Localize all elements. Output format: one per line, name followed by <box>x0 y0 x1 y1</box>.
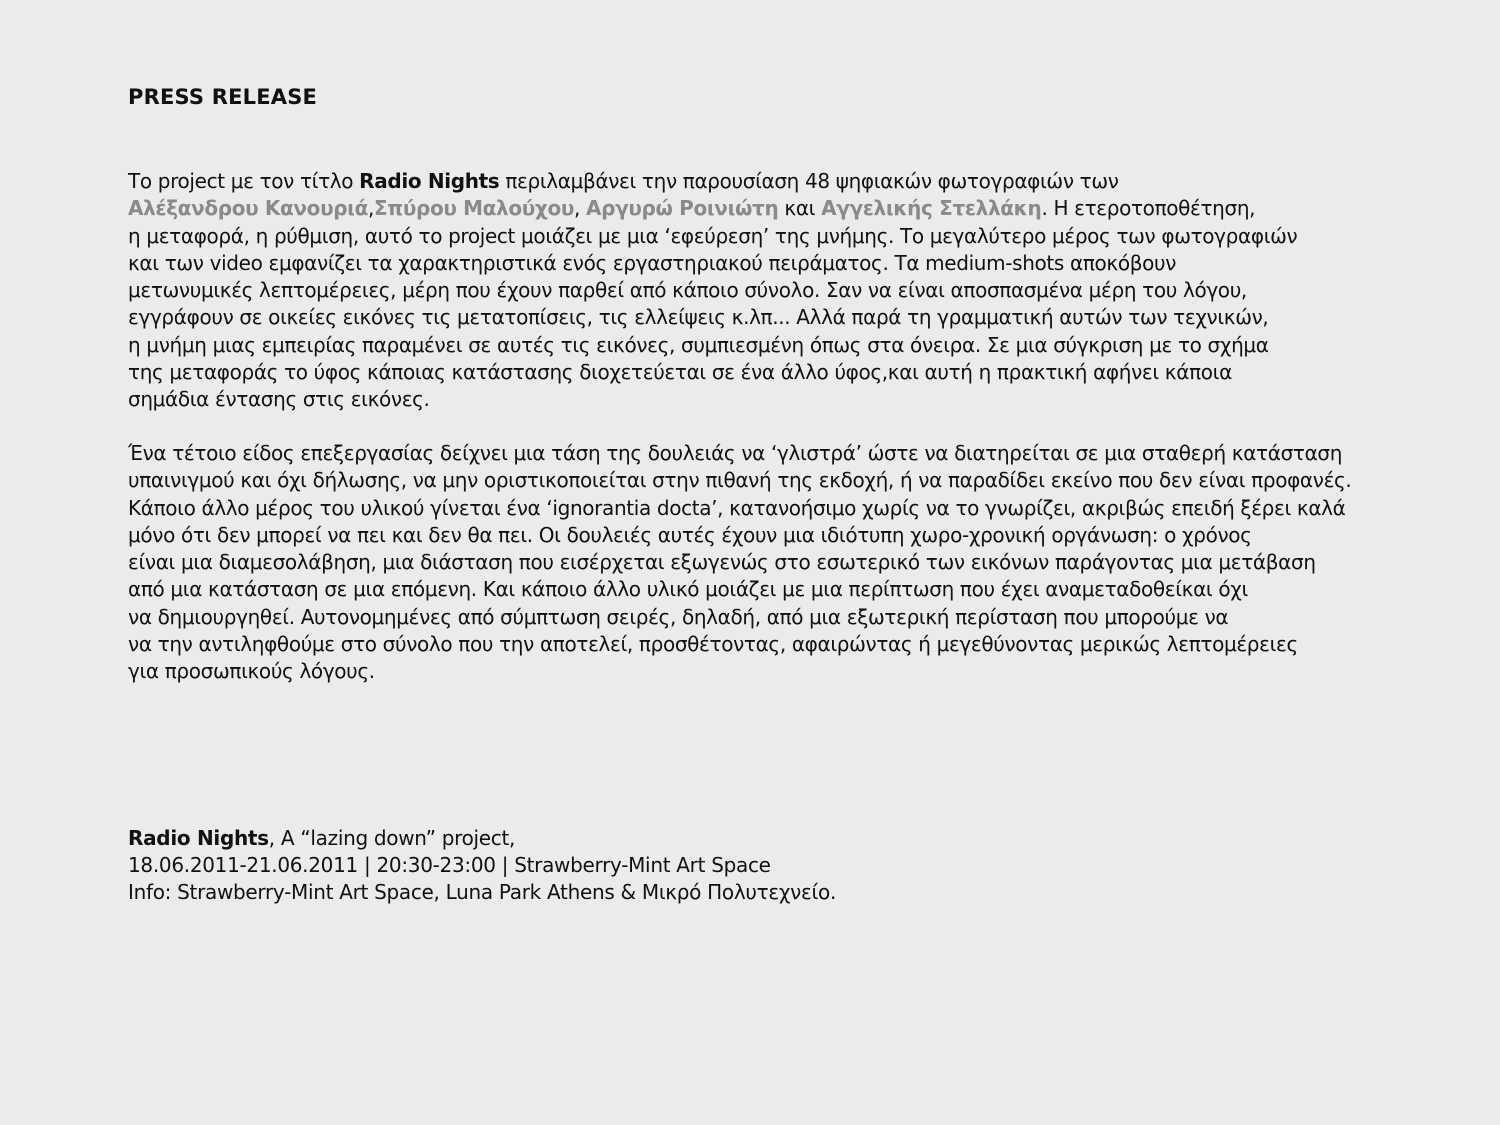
artist-name: Σπύρου Μαλούχου <box>374 196 575 221</box>
paragraph-1-line: μετωνυμικές λεπτομέρειες, μέρη που έχουν παρθεί από κάποιο σύνολο. Σαν να είναι αποσπασμένα μέρη του λόγου, <box>128 278 1247 303</box>
paragraph-1-line: η μεταφορά, η ρύθμιση, αυτό το project μοιάζει με μια ‘εφεύρεση’ της μνήμης. Το μεγαλύτερο μέρος των φωτογραφιών <box>128 223 1298 248</box>
intro-suffix: περιλαμβάνει την παρουσίαση 48 ψηφιακών φωτογραφιών των <box>499 169 1119 193</box>
event-dates: 18.06.2011-21.06.2011 | 20:30-23:00 | Strawberry-Mint Art Space <box>128 853 771 877</box>
paragraph-2-line: Ένα τέτοιο είδος επεξεργασίας δείχνει μια τάση της δουλειάς να ‘γλιστρά’ ώστε να διατηρείται σε μια σταθερή κατάσταση <box>128 441 1343 465</box>
page-heading: PRESS RELEASE <box>128 85 318 109</box>
paragraph-2-line: από μια κατάσταση σε μια επόμενη. Και κάποιο άλλο υλικό μοιάζει με μια περίπτωση που έχει αναμεταδοθείκαι όχι <box>128 577 1248 602</box>
paragraph-1-line: η μνήμη μιας εμπειρίας παραμένει σε αυτές τις εικόνες, συμπιεσμένη όπως στα όνειρα. Σε μια σύγκριση με το σχήμα <box>128 332 1269 357</box>
paragraph-1-line <box>128 195 1297 222</box>
paragraph-1-line <box>128 168 1297 195</box>
intro-after-artists: . Η ετεροτοποθέτηση, <box>1041 196 1256 221</box>
paragraph-1-line: εγγράφουν σε οικείες εικόνες τις μετατοπίσεις, τις ελλείψεις κ.λπ... Αλλά παρά τη γραμματική αυτών των τεχνικών, <box>128 305 1269 330</box>
event-title-line <box>128 825 836 852</box>
paragraph-1-line: της μεταφοράς το ύφος κάποιας κατάστασης διοχετεύεται σε ένα άλλο ύφος,και αυτή η πρακτική αφήνει κάποια <box>128 360 1232 385</box>
paragraph-2-line: είναι μια διαμεσολάβηση, μια διάσταση που εισέρχεται εξωγενώς στο εσωτερικό των εικόνων παράγοντας μια μετάβαση <box>128 550 1316 575</box>
paragraph-1-line: και των video εμφανίζει τα χαρακτηριστικά ενός εργαστηριακού πειράματος. Τα medium-shots αποκόβουν <box>128 250 1177 275</box>
paragraph-2-line: μόνο ότι δεν μπορεί να πει και δεν θα πει. Οι δουλειές αυτές έχουν μια ιδιότυπη χωρο-χρονική οργάνωση: ο χρόνος <box>128 522 1252 547</box>
event-title: Radio Nights <box>128 826 269 850</box>
paragraph-1 <box>128 168 1297 414</box>
artist-name: Αλέξανδρου Κανουριά <box>128 196 369 221</box>
paragraph-2 <box>128 440 1351 686</box>
artist-separator: , <box>368 196 375 221</box>
paragraph-2-line: Κάποιο άλλο μέρος του υλικού γίνεται ένα ‘ignorantia docta’, κατανοήσιμο χωρίς να το γνωρίζει, ακριβώς επειδή ξέρει καλά <box>128 495 1346 520</box>
project-title: Radio Nights <box>359 169 500 193</box>
event-details <box>128 825 836 906</box>
event-info: Info: Strawberry-Mint Art Space, Luna Park Athens & Μικρό Πολυτεχνείο. <box>128 880 836 904</box>
artist-name: Αγγελικής Στελλάκη <box>821 196 1042 221</box>
event-subtitle: , A “lazing down” project, <box>268 826 516 850</box>
paragraph-2-line: να δημιουργηθεί. Αυτονομημένες από σύμπτωση σειρές, δηλαδή, από μια εξωτερική περίσταση που μπορούμε να <box>128 604 1229 629</box>
paragraph-2-line: να την αντιληφθούμε στο σύνολο που την αποτελεί, προσθέτοντας, αφαιρώντας ή μεγεθύνοντας μερικώς λεπτομέρειες <box>128 632 1298 657</box>
paragraph-1-line: σημάδια έντασης στις εικόνες. <box>128 387 430 412</box>
artist-separator: και <box>778 196 822 221</box>
artist-separator: , <box>574 196 587 221</box>
paragraph-2-line: υπαινιγμού και όχι δήλωσης, να μην οριστικοποιείται στην πιθανή της εκδοχή, ή να παραδίδει εκείνο που δεν είναι προφανές. <box>128 468 1352 493</box>
intro-prefix: Το project με τον τίτλο <box>128 169 360 193</box>
paragraph-2-line: για προσωπικούς λόγους. <box>128 659 375 684</box>
artist-name: Αργυρώ Ροινιώτη <box>586 196 779 221</box>
